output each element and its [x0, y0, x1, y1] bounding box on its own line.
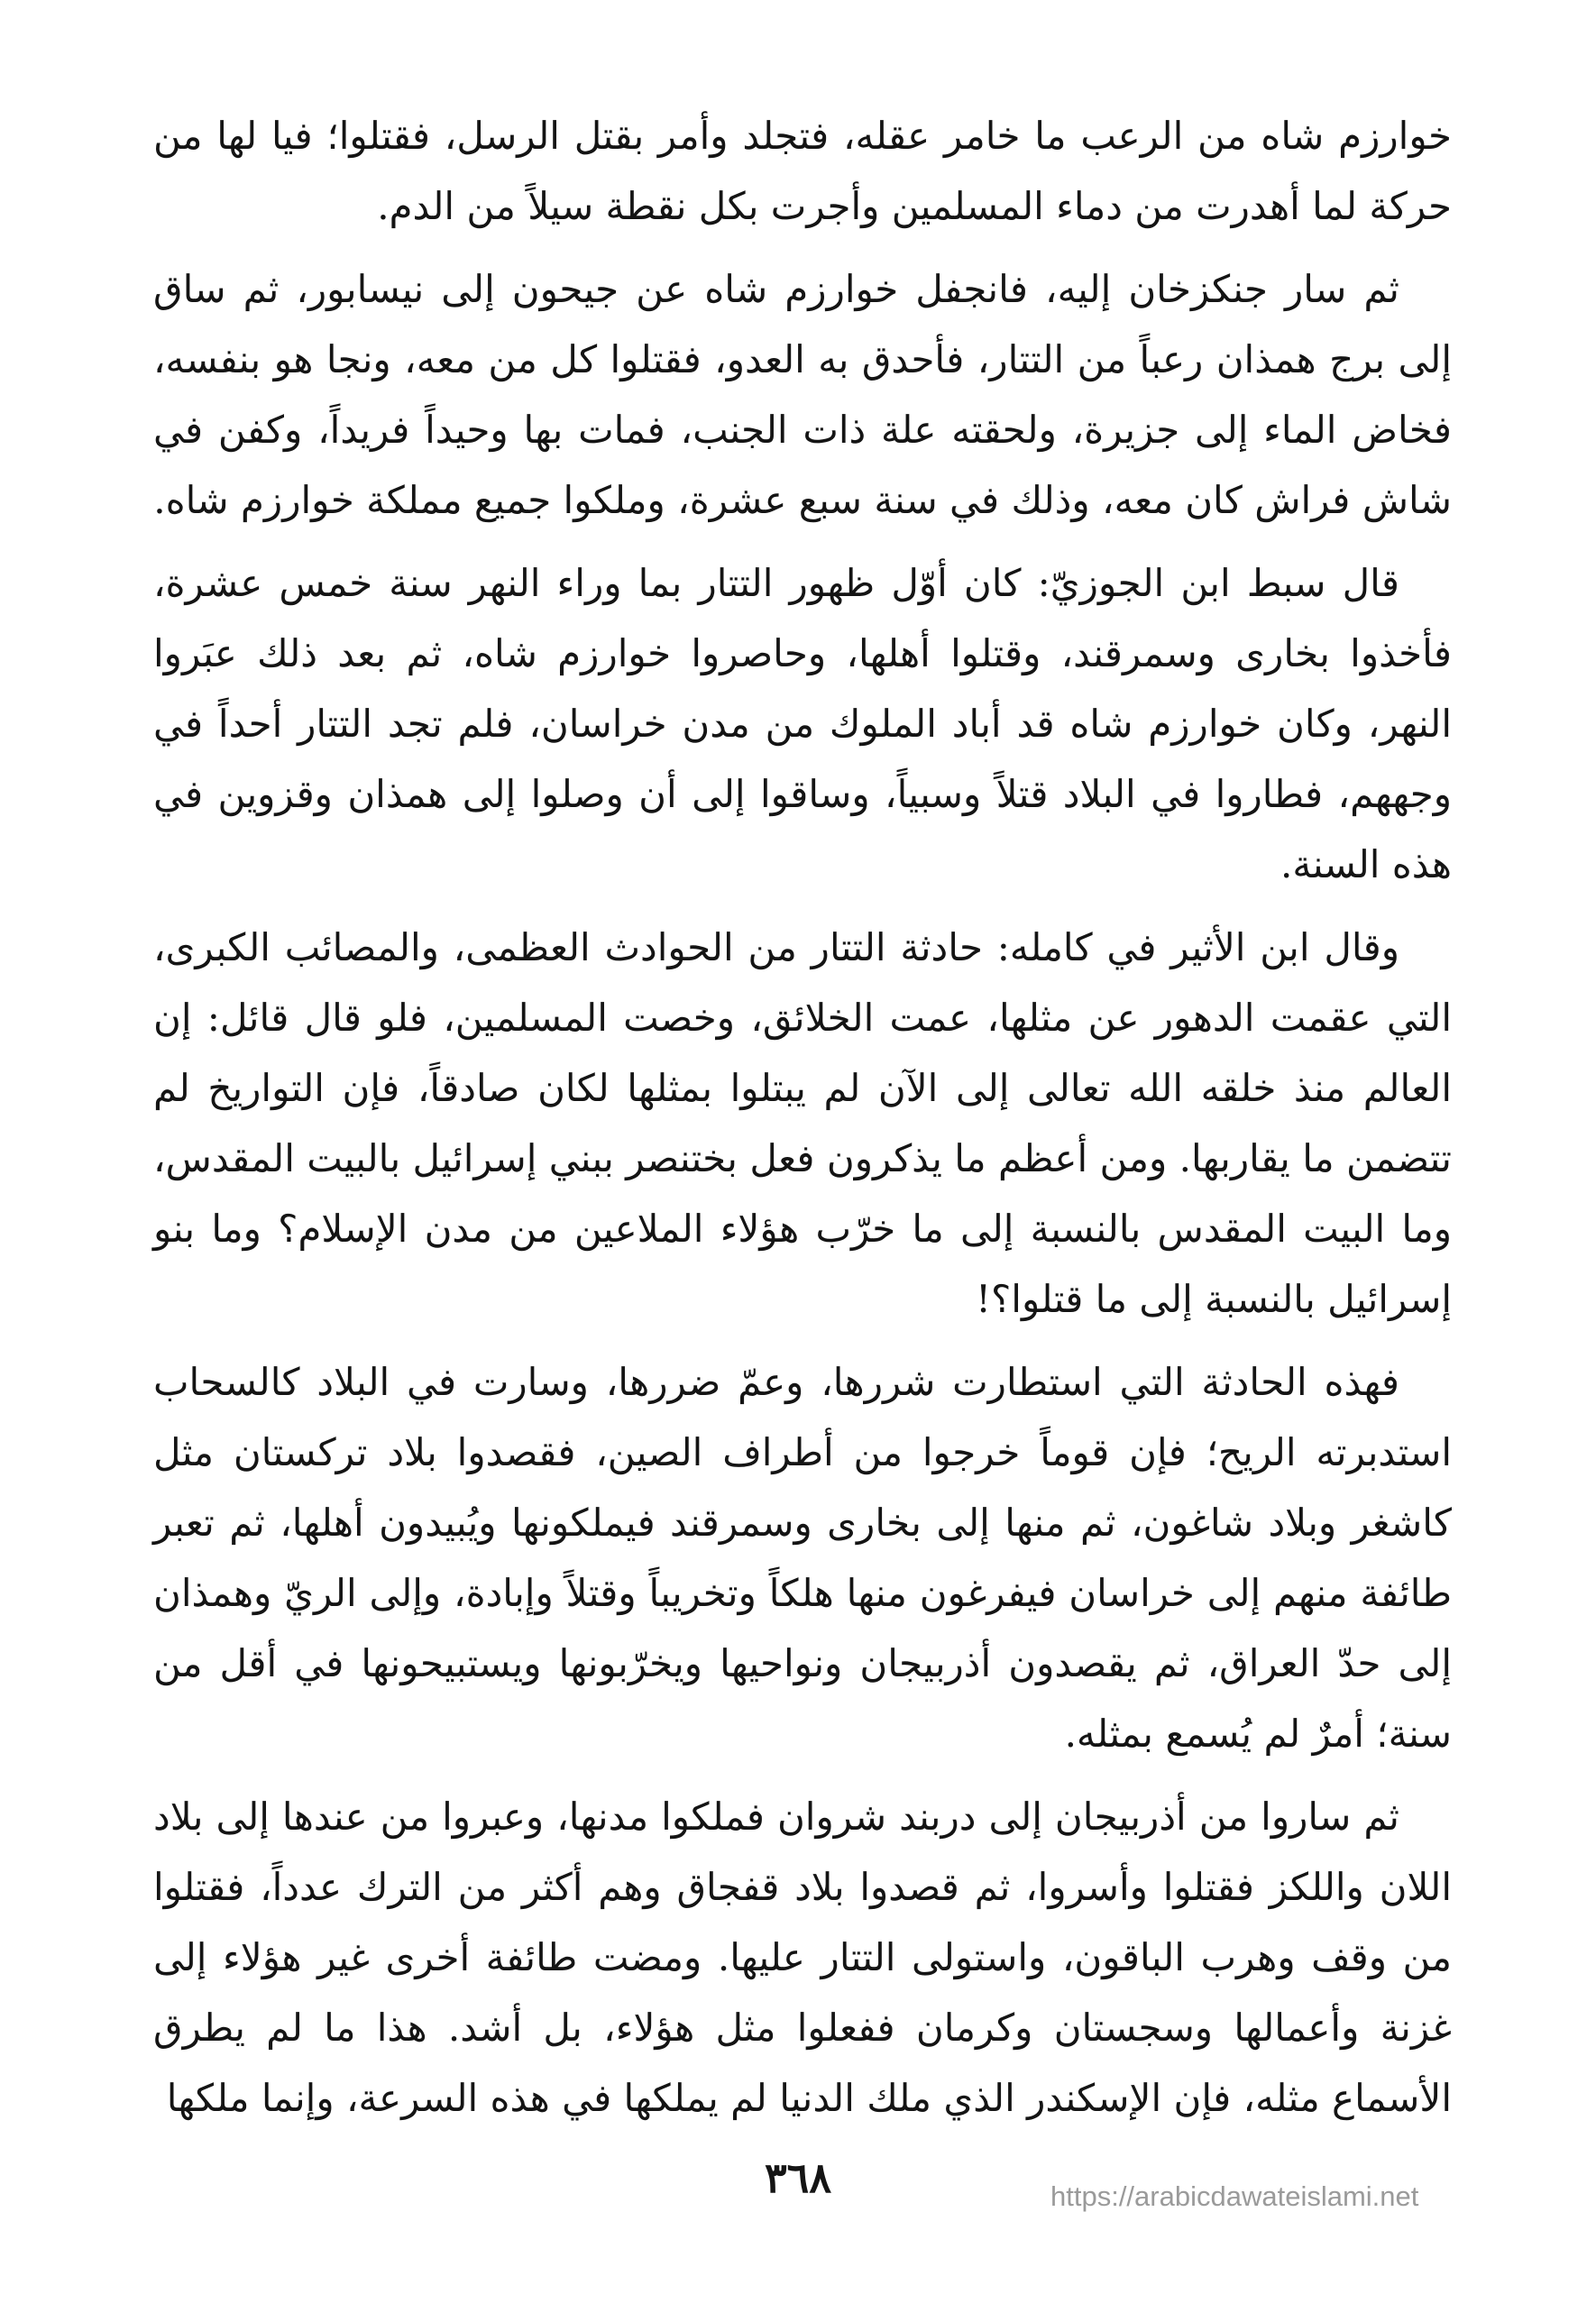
paragraph-6: ثم ساروا من أذربيجان إلى دربند شروان فملكوا مدنها، وعبروا من عندها إلى بلاد اللان واللكز فقتلوا وأسروا، ثم قصدوا بلاد قفجاق وهم أكثر من الترك عدداً، فقتلوا من وقف وهرب الباقون، واستولى التتار عليها. ومضت طائفة أخرى غير هؤلاء إلى غزنة وأعمالها وسجستان وكرمان ففعلوا مثل هؤلاء، بل أشد. هذا ما لم يطرق الأسماع مثله، فإن الإسكندر الذي ملك الدنيا لم يملكها في هذه السرعة، وإنما ملكها — [153, 1794, 1452, 2120]
paragraph-4: وقال ابن الأثير في كامله: حادثة التتار من الحوادث العظمى، والمصائب الكبرى، التي عقمت الدهور عن مثلها، عمت الخلائق، وخصت المسلمين، فلو قال قائل: إن العالم منذ خلقه الله تعالى إلى الآن لم يبتلوا بمثلها لكان صادقاً، فإن التواريخ لم تتضمن ما يقاربها. ومن أعظم ما يذكرون فعل بختنصر ببني إسرائيل بالبيت المقدس، وما البيت المقدس بالنسبة إلى ما خرّب هؤلاء الملاعين من مدن الإسلام؟ وما بنو إسرائيل بالنسبة إلى ما قتلوا؟! — [153, 925, 1452, 1321]
watermark-url: https://arabicdawateislami.net — [1050, 2180, 1419, 2212]
paragraph-2: ثم سار جنكزخان إليه، فانجفل خوارزم شاه عن جيحون إلى نيسابور، ثم ساق إلى برج همذان رعباً من التتار، فأحدق به العدو، فقتلوا كل من معه، ونجا هو بنفسه، فخاض الماء إلى جزيرة، ولحقته علة ذات الجنب، فمات بها وحيداً فريداً، وكفن في شاش فراش كان معه، وذلك في سنة سبع عشرة، وملكوا جميع مملكة خوارزم شاه. — [153, 267, 1452, 522]
page-number: ٣٦٨ — [764, 2153, 832, 2202]
paragraph-3: قال سبط ابن الجوزيّ: كان أوّل ظهور التتار بما وراء النهر سنة خمس عشرة، فأخذوا بخارى وسمرقند، وقتلوا أهلها، وحاصروا خوارزم شاه، ثم بعد ذلك عبَروا النهر، وكان خوارزم شاه قد أباد الملوك من مدن خراسان، فلم تجد التتار أحداً في وجههم، فطاروا في البلاد قتلاً وسبياً، وساقوا إلى أن وصلوا إلى همذان وقزوين في هذه السنة. — [153, 561, 1452, 886]
paragraph-1: خوارزم شاه من الرعب ما خامر عقله، فتجلد وأمر بقتل الرسل، فقتلوا؛ فيا لها من حركة لما أهدرت من دماء المسلمين وأجرت بكل نقطة سيلاً من الدم. — [153, 114, 1452, 228]
paragraph-5: فهذه الحادثة التي استطارت شررها، وعمّ ضررها، وسارت في البلاد كالسحاب استدبرته الريح؛ فإن قوماً خرجوا من أطراف الصين، فقصدوا بلاد تركستان مثل كاشغر وبلاد شاغون، ثم منها إلى بخارى وسمرقند فيملكونها ويُبيدون أهلها، ثم تعبر طائفة منهم إلى خراسان فيفرغون منها هلكاً وتخريباً وقتلاً وإبادة، وإلى الريّ وهمذان إلى حدّ العراق، ثم يقصدون أذربيجان ونواحيها ويخرّبونها ويستبيحونها في أقل من سنة؛ أمرٌ لم يُسمع بمثله. — [153, 1360, 1452, 1756]
page-body — [153, 101, 1452, 2146]
